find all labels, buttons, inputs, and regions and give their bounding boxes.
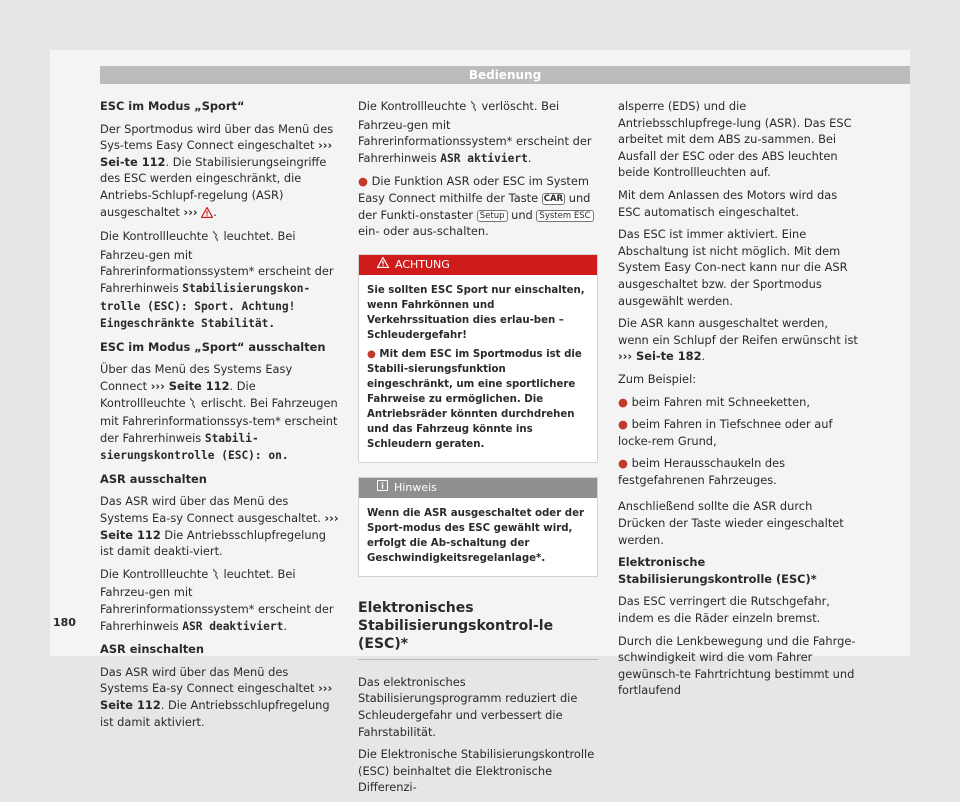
- warning-box: [358, 254, 598, 463]
- paragraph: Das ASR wird über das Menü des Systems Ea-sy Connect ausgeschaltet. ››› Seite 112 Die Antriebsschlupfregelung ist damit deakti-viert.: [100, 494, 339, 559]
- list-item: ● beim Fahren mit Schneeketten,: [618, 394, 810, 409]
- warning-title: ACHTUNG: [395, 257, 450, 271]
- driver-message: Stabili-sierungskontrolle (ESC): on.: [100, 431, 289, 463]
- driver-message: ASR aktiviert: [440, 151, 528, 165]
- warning-triangle-icon: [377, 255, 389, 275]
- heading-asr-off: ASR ausschalten: [100, 471, 207, 486]
- info-box: [358, 477, 598, 577]
- bullet-icon: ●: [618, 417, 628, 432]
- paragraph: Die Kontrollleuchte leuchtet. Bei Fahrzeu-gen mit Fahrerinformationssystem* erscheint der Fahrerhinweis ASR deaktiviert.: [100, 566, 334, 633]
- paragraph: Die ASR kann ausgeschaltet werden, wenn ein Schlupf der Reifen erwünscht ist ››› Sei-te 182.: [618, 316, 858, 364]
- paragraph: Die Kontrollleuchte leuchtet. Bei Fahrzeu-gen mit Fahrerinformationssystem* erscheint der Fahrerhinweis Stabilisierungskon-trolle (ESC): Sport. Achtung! Eingeschränkte Stabilität.: [100, 229, 334, 331]
- list-item: ● beim Fahren in Tiefschnee oder auf locke-rem Grund,: [618, 417, 833, 448]
- paragraph: Mit dem Anlassen des Motors wird das ESC automatisch eingeschaltet.: [618, 187, 838, 219]
- system-esc-key[interactable]: System ESC: [536, 210, 593, 222]
- info-title: Hinweis: [394, 480, 437, 494]
- paragraph: Anschließend sollte die ASR durch Drücken der Taste wieder eingeschaltet werden.: [618, 499, 844, 547]
- warning-box-body: Sie sollten ESC Sport nur einschalten, wenn Fahrkönnen und Verkehrssituation dies erlau-ben – Schleudergefahr! ● Mit dem ESC im Sportmodus ist die Stabili-sierungsfunktion eingeschränkt, um eine sportlichere Fahrweise zu ermöglichen. Die Antriebsräder könnten durchdrehen und das Fahrzeug könnte ins Schleudern geraten.: [367, 284, 585, 450]
- paragraph: Über das Menü des Systems Easy Connect ››› Seite 112. Die Kontrollleuchte erlischt. Bei Fahrzeugen mit Fahrerinformationssys-tem* erscheint der Fahrerhinweis Stabili-sierungskontrolle (ESC): on.: [100, 362, 338, 463]
- page-reference[interactable]: ››› Seite 112: [100, 511, 339, 542]
- info-icon: [377, 478, 388, 498]
- warning-triangle-icon: [201, 206, 213, 223]
- paragraph: alsperre (EDS) und die Antriebsschlupfrege-lung (ASR). Das ESC arbeitet mit dem ABS zu-sammen. Bei Ausfall der ESC oder des ABS leuchten beide Kontrollleuchten auf.: [618, 99, 852, 180]
- paragraph: Das ESC ist immer aktiviert. Eine Abschaltung ist nicht möglich. Mit dem System Easy Con-nect kann nur die ASR ausgeschaltet bzw. der Sportmodus ausgewählt werden.: [618, 227, 848, 308]
- page-reference[interactable]: ››› Sei-te 182: [618, 349, 702, 364]
- list-item: ● beim Herausschaukeln des festgefahrenen Fahrzeuges.: [618, 456, 786, 487]
- paragraph: Der Sportmodus wird über das Menü des Sys-tems Easy Connect eingeschaltet ››› Sei-te 112. Die Stabilisierungseingriffe des ESC werden eingeschränkt, die Antriebs-Schlupf-regelung (ASR) ausgeschaltet ››› .: [100, 121, 340, 223]
- column-3: [618, 98, 860, 705]
- page-reference[interactable]: ››› Seite 112: [150, 378, 230, 393]
- paragraph: Zum Beispiel:: [618, 371, 697, 386]
- esc-lamp-icon: [212, 230, 220, 247]
- section-title: Elektronisches Stabilisierungskontrol-le (ESC)*: [358, 599, 598, 660]
- bullet-icon: ●: [358, 174, 368, 189]
- reference-arrow[interactable]: ›››: [183, 204, 198, 219]
- column-2: [358, 98, 598, 802]
- paragraph: Die Kontrollleuchte verlöscht. Bei Fahrzeu-gen mit Fahrerinformationssystem* erscheint der Fahrerhinweis ASR aktiviert.: [358, 99, 592, 165]
- bullet-icon: ●: [618, 456, 628, 471]
- esc-lamp-icon: [470, 100, 478, 117]
- car-key[interactable]: CAR: [543, 193, 564, 204]
- paragraph: Durch die Lenkbewegung und die Fahrge-schwindigkeit wird die vom Fahrer gewünsch-te Fahrtrichtung bestimmt und fortlaufend: [618, 633, 856, 698]
- paragraph: Das ESC verringert die Rutschgefahr, indem es die Räder einzeln bremst.: [618, 594, 830, 626]
- page-header: Bedienung: [100, 66, 910, 84]
- bullet-paragraph: ● Die Funktion ASR oder ESC im System Easy Connect mithilfe der Taste CAR und der Funkti-onstaster Setup und System ESC ein- oder aus-schalten.: [358, 173, 598, 239]
- info-box-header: [359, 478, 597, 498]
- driver-message: ASR deaktiviert: [182, 619, 284, 633]
- bullet-icon: ●: [618, 394, 628, 409]
- heading-esc: Elektronische Stabilisierungskontrolle (ESC)*: [618, 555, 817, 586]
- info-box-body: Wenn die ASR ausgeschaltet oder der Sport-modus des ESC gewählt wird, erfolgt die Ab-schaltung der Geschwindigkeitsregelanlage*.: [367, 507, 584, 564]
- heading-esc-sport-off: ESC im Modus „Sport“ ausschalten: [100, 339, 326, 354]
- page-reference[interactable]: ››› Seite 112: [100, 681, 333, 712]
- page-reference[interactable]: ››› Sei-te 112: [100, 138, 333, 169]
- paragraph: Das ASR wird über das Menü des Systems Ea-sy Connect eingeschaltet ››› Seite 112. Die Antriebsschlupfregelung ist damit aktiviert.: [100, 664, 333, 729]
- column-1: [100, 98, 340, 736]
- manual-page: [50, 50, 910, 795]
- paragraph: Das elektronisches Stabilisierungsprogramm reduziert die Schleudergefahr und verbessert die Fahrstabilität.: [358, 674, 578, 739]
- warning-box-header: [359, 255, 597, 275]
- esc-lamp-icon: [212, 568, 220, 585]
- driver-message: Stabilisierungskon-trolle (ESC): Sport. Achtung! Eingeschränkte Stabilität.: [100, 281, 311, 331]
- heading-esc-sport: ESC im Modus „Sport“: [100, 99, 245, 113]
- paragraph: Die Elektronische Stabilisierungskontrolle (ESC) beinhaltet die Elektronische Differenzi-: [358, 747, 595, 795]
- setup-key[interactable]: Setup: [477, 210, 508, 222]
- bullet-icon: ●: [367, 348, 376, 360]
- page-number: 180: [53, 616, 76, 629]
- heading-asr-on: ASR einschalten: [100, 642, 205, 657]
